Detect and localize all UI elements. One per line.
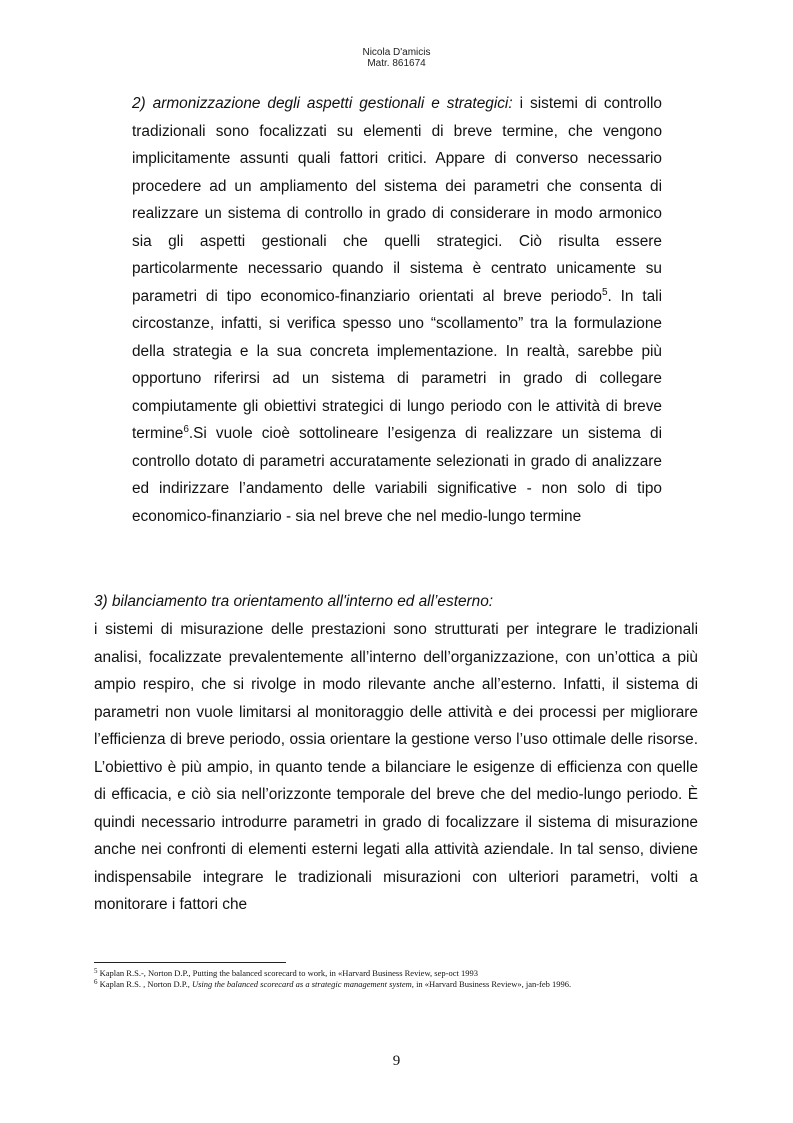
footnote-6-number: 6: [94, 978, 98, 986]
section-2-text-b: . In tali circostanze, infatti, si verifica spesso uno “scollamento” tra la formulazione della strategia e la sua concreta implementazione. In realtà, sarebbe più opportuno riferirsi ad un sistema di parametri in grado di collegare compiutamente gli obiettivi strategici di lungo periodo con le attività di breve termine: [132, 287, 662, 442]
footnotes: [94, 968, 654, 990]
footnote-ref-5[interactable]: 5: [601, 286, 608, 298]
section-3-paragraph: [94, 616, 698, 919]
page-number: 9: [392, 1053, 401, 1069]
footnote-6: [94, 979, 654, 990]
footnote-6-title: Using the balanced scorecard as a strategic management system,: [191, 979, 414, 989]
section-3-title: 3) bilanciamento tra orientamento all'interno ed all’esterno:: [94, 593, 494, 610]
page-header: [0, 47, 793, 69]
footnote-5-text: Kaplan R.S.-, Norton D.P., Putting the balanced scorecard to work, in «Harvard Business Review, sep-oct 1993: [97, 968, 478, 978]
section-2-title: 2) armonizzazione degli aspetti gestionali e strategici:: [132, 95, 513, 112]
header-author: Nicola D'amicis: [362, 47, 431, 58]
header-matr: Matr. 861674: [367, 58, 426, 69]
section-2-paragraph: [132, 90, 662, 530]
section-3-text: i sistemi di misurazione delle prestazioni sono strutturati per integrare le tradizionali analisi, focalizzate prevalentemente all’interno dell’organizzazione, con un’ottica a più ampio respiro, che si rivolge in modo rilevante anche all’esterno. Infatti, il sistema di parametri non vuole limitarsi al monitoraggio delle attività e dei processi per migliorare l’efficienza di breve periodo, ossia orientare la gestione verso l’uso ottimale delle risorse. L’obiettivo è più ampio, in quanto tende a bilanciare le esigenze di efficienza con quelle di efficacia, e ciò sia nell’orizzonte temporale del breve che del medio-lungo periodo. È quindi necessario introdurre parametri in grado di focalizzare il sistema di misurazione anche nei confronti di elementi esterni legati alla attività aziendale. In tal senso, diviene indispensabile integrare le tradizionali misurazioni con ulteriori parametri, volti a monitorare i fattori che: [94, 621, 698, 913]
footnote-ref-6[interactable]: 6: [183, 424, 189, 435]
footnote-5: [94, 968, 654, 979]
footnote-6-text-b: in «Harvard Business Review», jan-feb 1996.: [413, 979, 572, 989]
section-2-text-c: .Si vuole cioè sottolineare l’esigenza di realizzare un sistema di controllo dotato di parametri accuratamente selezionati in grado di analizzare ed indirizzare l’andamento delle variabili significative - non solo di tipo economico-finanziario - sia nel breve che nel medio-lungo termine: [132, 425, 662, 525]
footnote-5-number: 5: [94, 967, 98, 975]
footnote-separator: [94, 962, 286, 963]
section-2-text-a: i sistemi di controllo tradizionali sono focalizzati su elementi di breve termine, che vengono implicitamente assunti quali fattori critici. Appare di converso necessario procedere ad un ampliamento del sistema dei parametri che consenta di realizzare un sistema di controllo in grado di considerare in modo armonico sia gli aspetti gestionali che quelli strategici. Ciò risulta essere particolarmente necessario quando il sistema è centrato unicamente su parametri di tipo economico-finanziario orientati al breve periodo: [132, 95, 662, 305]
footnote-6-text-a: Kaplan R.S. , Norton D.P.,: [97, 979, 192, 989]
